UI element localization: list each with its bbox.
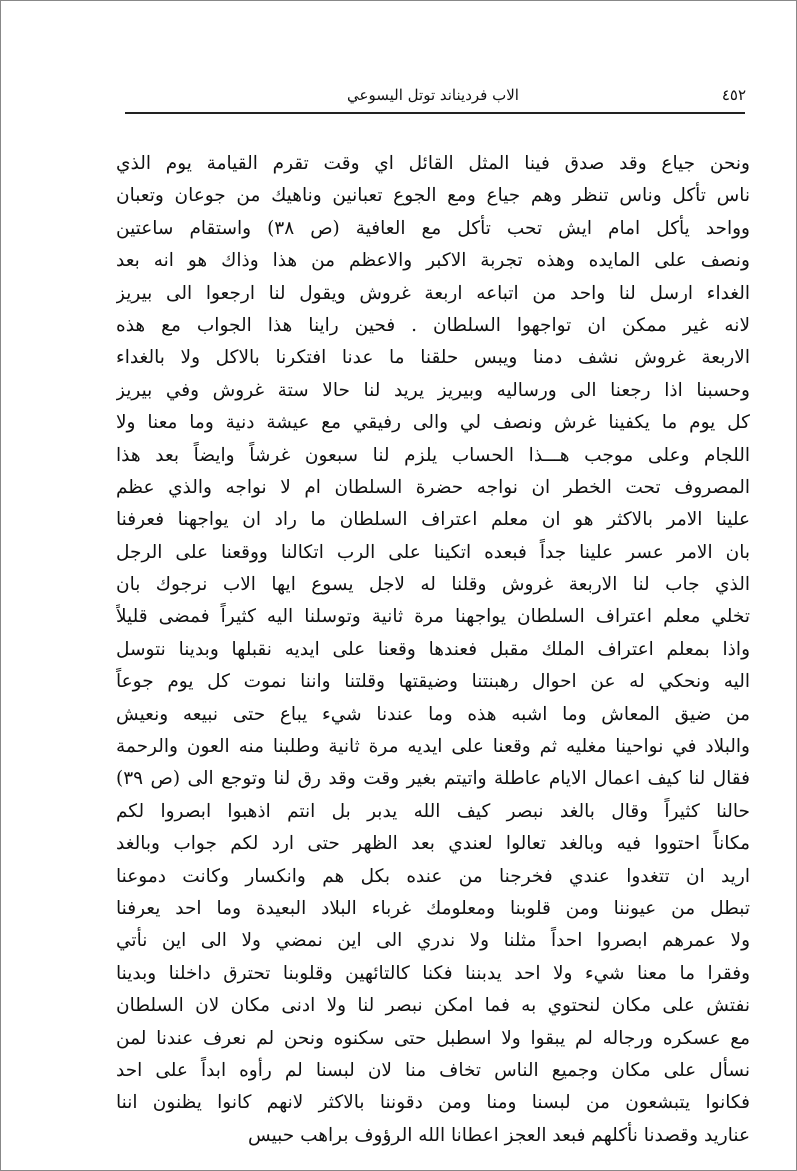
text-line: وحسبنا اذا رجعنا الى ورساليه وبيريز يريد لنا حالا ستة غروش وفي بيريز xyxy=(116,379,750,401)
text-line: اليه ونحكي له عن احوال رهبنتنا وضيقتها وقلتنا واننا نموت كل يوم جوعاً xyxy=(116,671,750,693)
text-line: وفقرا ما معنا شيء ولا احد يدبننا فكنا كالتائهين وقلوبنا تحترق داخلنا وبدينا xyxy=(116,962,750,984)
text-line: حالنا كثيراً وقال بالغد نبصر كيف الله يدبر بل انتم اذهبوا ابصروا لكم xyxy=(116,800,750,822)
text-line: والبلاد في نواحينا مغليه ثم وقعنا على ايديه مرة ثانية وطلبنا منه العون والرحمة xyxy=(116,736,750,758)
text-line: الاربعة غروش نشف دمنا ويبس حلقنا ما عدنا افتكرنا بالاكل ولا بالغداء xyxy=(116,347,750,369)
text-line: عناريد وقصدنا نأكلهم فبعد العجز اعطانا الله الرؤوف براهب حبيس xyxy=(248,1124,750,1146)
text-line: تبطل من عيوننا ومن قلوبنا ومعلومك غرباء البلاد البعيدة وما احد يعرفنا xyxy=(116,897,750,919)
text-line: كل يوم ما يكفينا غرش ونصف لي والى رفيقي مع عيشة دنية وما معنا ولا xyxy=(116,412,750,434)
text-line: وواحد يأكل امام ايش تحب تأكل مع العافية (ص ٣٨) واستقام ساعتين xyxy=(116,217,750,239)
text-line: نفتش على مكان لنحتوي به فما امكن نبصر لنا ولا ادنى مكان لان السلطان xyxy=(116,995,750,1017)
text-line: نسأل على مكان وجميع الناس تخاف منا لان لبسنا لم رأوه ابداً على احد xyxy=(116,1059,750,1081)
page-number: ٤٥٢ xyxy=(721,86,746,104)
text-line: ونحن جياع وقد صدق فينا المثل القائل اي وقت تقرم القيامة يوم الذي xyxy=(116,153,750,174)
text-line: فكانوا يتبشعون من لبسنا ومنا ومن دقوننا بالاكثر لانهم كانوا يظنون اننا xyxy=(116,1092,750,1114)
text-line: بان الامر عسر علينا جداً فبعده اتكينا على الرب اتكالنا ووقعنا على الرجل xyxy=(116,541,750,563)
header-rule xyxy=(125,112,745,114)
text-line: الغداء ارسل لنا واحد من اتباعه اربعة غروش ويقول لنا ارجعوا الى بيريز xyxy=(116,282,750,304)
text-line: اريد ان تتغدوا عندي فخرجنا من عنده بكل هم وانكسار وكانت دموعنا xyxy=(116,865,750,887)
text-line: ونصف على المايده وهذه تجربة الاكبر والاعظم من هذا وذاك هو انه بعد xyxy=(116,250,750,272)
text-line: ناس تأكل وناس تنظر وهم جياع ومع الجوع تعبانين وناهيك من جوعان وتعبان xyxy=(116,185,750,207)
text-line: فقال لنا كيف اعمال الايام عاطلة واتيتم بغير وقت وقد رق لنا وتوجع الى (ص ٣٩) xyxy=(116,768,750,790)
text-line: تخلي معلم اعتراف السلطان يواجهنا مرة ثانية وتوسلنا اليه كثيراً فمضى قليلاً xyxy=(116,606,750,628)
text-line: ولا عمرهم ابصروا احداً مثلنا ولا ندري الى اين نمضي ولا الى اين نأتي xyxy=(116,930,750,952)
text-line: الذي جاب لنا الاربعة غروش وقلنا له لاجل يسوع ايها الاب نرجوك بان xyxy=(116,574,750,596)
text-line: اللجام وعلى موجب هـــذا الحساب يلزم لنا سبعون غرشاً وايضاً بعد هذا xyxy=(116,444,750,466)
text-line: المصروف تحت الخطر ان نواجه حضرة السلطان ام لا نواجه والذي عظم xyxy=(116,476,750,498)
text-line: لانه غير ممكن ان تواجهوا السلطان . فحين راينا هذا الجواب مع هذه xyxy=(116,314,750,336)
running-title: الاب فرديناند توتل اليسوعي xyxy=(347,86,519,104)
text-line: واذا بمعلم اعتراف الملك مقبل فعندها وقعنا على ايديه نقبلها وبدينا نتوسل xyxy=(116,638,750,660)
page-header xyxy=(118,84,748,110)
text-line: علينا الامر بالاكثر هو ان معلم اعتراف السلطان ما راد ان يواجهنا فعرفنا xyxy=(116,509,750,531)
body-text xyxy=(116,148,750,1152)
text-line: من ضيق المعاش وما اشبه هذه وما عندنا شيء يباع حتى نبيعه ونعيش xyxy=(116,703,750,725)
text-line: مكاناً احتووا فيه وبالغد تعالوا لعندي بعد الظهر حتى ارد لكم جواب وبالغد xyxy=(116,833,750,855)
text-line: مع عسكره ورجاله لم يبقوا ولا اسطبل حتى سكنوه ونحن لم نعرف عندنا لمن xyxy=(116,1027,750,1049)
